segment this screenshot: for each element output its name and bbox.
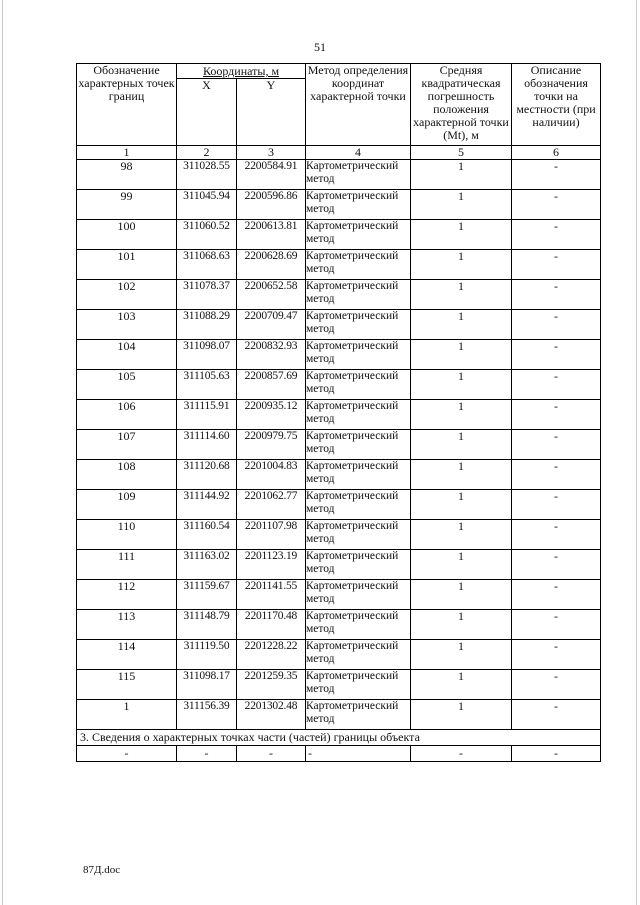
header-x: X [177, 79, 237, 146]
cell-description: - [512, 400, 601, 430]
cell-x: 311045.94 [177, 190, 237, 220]
column-number: 4 [306, 146, 411, 160]
cell-error: 1 [411, 190, 512, 220]
cell-x: 311028.55 [177, 160, 237, 190]
cell-y: 2200584.91 [237, 160, 306, 190]
table-row [77, 640, 601, 670]
table-row [77, 310, 601, 340]
cell-method: Картометрический метод [306, 220, 411, 250]
cell-error: 1 [411, 430, 512, 460]
cell-point: 99 [77, 190, 177, 220]
cell-point: 110 [77, 520, 177, 550]
cell-x: 311060.52 [177, 220, 237, 250]
cell-error: 1 [411, 280, 512, 310]
cell-point: 102 [77, 280, 177, 310]
table-row [77, 490, 601, 520]
cell-x: 311156.39 [177, 700, 237, 730]
cell-y: 2201123.19 [237, 550, 306, 580]
column-number: 5 [411, 146, 512, 160]
cell-point: 107 [77, 430, 177, 460]
table-row [77, 700, 601, 730]
cell-x: 311105.63 [177, 370, 237, 400]
cell-y: 2201107.98 [237, 520, 306, 550]
cell-y: 2200709.47 [237, 310, 306, 340]
cell-description: - [512, 700, 601, 730]
cell-point: 115 [77, 670, 177, 700]
cell-method: Картометрический метод [306, 400, 411, 430]
cell-y: 2201062.77 [237, 490, 306, 520]
cell-description: - [512, 610, 601, 640]
column-number: 3 [237, 146, 306, 160]
cell-error: 1 [411, 370, 512, 400]
dash-cell: - [177, 746, 237, 762]
cell-x: 311078.37 [177, 280, 237, 310]
cell-description: - [512, 160, 601, 190]
table-row [77, 400, 601, 430]
cell-y: 2200832.93 [237, 340, 306, 370]
table-row [77, 250, 601, 280]
cell-method: Картометрический метод [306, 430, 411, 460]
cell-x: 311068.63 [177, 250, 237, 280]
header-method: Метод определения координат характерной точки [306, 64, 411, 146]
table-row [77, 280, 601, 310]
dash-cell: - [77, 746, 177, 762]
cell-x: 311160.54 [177, 520, 237, 550]
cell-method: Картометрический метод [306, 460, 411, 490]
cell-point: 114 [77, 640, 177, 670]
cell-description: - [512, 340, 601, 370]
cell-point: 111 [77, 550, 177, 580]
cell-description: - [512, 220, 601, 250]
cell-error: 1 [411, 160, 512, 190]
cell-point: 108 [77, 460, 177, 490]
cell-point: 104 [77, 340, 177, 370]
cell-method: Картометрический метод [306, 250, 411, 280]
cell-error: 1 [411, 580, 512, 610]
cell-method: Картометрический метод [306, 700, 411, 730]
cell-method: Картометрический метод [306, 610, 411, 640]
cell-y: 2200628.69 [237, 250, 306, 280]
cell-x: 311159.67 [177, 580, 237, 610]
cell-description: - [512, 280, 601, 310]
cell-x: 311163.02 [177, 550, 237, 580]
header-description: Описание обозначения точки на местности (при наличии) [512, 64, 601, 146]
cell-description: - [512, 670, 601, 700]
cell-description: - [512, 310, 601, 340]
cell-error: 1 [411, 700, 512, 730]
cell-point: 98 [77, 160, 177, 190]
cell-point: 105 [77, 370, 177, 400]
cell-x: 311098.17 [177, 670, 237, 700]
cell-point: 113 [77, 610, 177, 640]
cell-y: 2200935.12 [237, 400, 306, 430]
header-point-designation: Обозначение характерных точек границ [77, 64, 177, 146]
section-title-row [77, 730, 601, 746]
column-number: 2 [177, 146, 237, 160]
cell-method: Картометрический метод [306, 190, 411, 220]
column-number: 1 [77, 146, 177, 160]
page-number: 51 [314, 40, 326, 54]
cell-description: - [512, 460, 601, 490]
section-dash-row [77, 746, 601, 762]
cell-error: 1 [411, 250, 512, 280]
cell-y: 2201259.35 [237, 670, 306, 700]
cell-y: 2201302.48 [237, 700, 306, 730]
cell-error: 1 [411, 310, 512, 340]
cell-description: - [512, 640, 601, 670]
table-row [77, 550, 601, 580]
table-row [77, 520, 601, 550]
table-row [77, 190, 601, 220]
cell-point: 1 [77, 700, 177, 730]
section-title: 3. Сведения о характерных точках части (частей) границы объекта [77, 730, 601, 746]
cell-method: Картометрический метод [306, 490, 411, 520]
cell-description: - [512, 370, 601, 400]
scan-edge-right [636, 0, 637, 905]
cell-method: Картометрический метод [306, 280, 411, 310]
footer-filename: 87Д.doc [83, 864, 121, 876]
cell-point: 106 [77, 400, 177, 430]
cell-y: 2201141.55 [237, 580, 306, 610]
cell-point: 109 [77, 490, 177, 520]
cell-error: 1 [411, 220, 512, 250]
table-row [77, 220, 601, 250]
cell-x: 311115.91 [177, 400, 237, 430]
cell-x: 311098.07 [177, 340, 237, 370]
header-y: Y [237, 79, 306, 146]
cell-x: 311114.60 [177, 430, 237, 460]
cell-method: Картометрический метод [306, 580, 411, 610]
cell-point: 100 [77, 220, 177, 250]
cell-error: 1 [411, 340, 512, 370]
table-row [77, 340, 601, 370]
cell-method: Картометрический метод [306, 310, 411, 340]
cell-description: - [512, 520, 601, 550]
cell-error: 1 [411, 460, 512, 490]
cell-method: Картометрический метод [306, 370, 411, 400]
dash-cell: - [411, 746, 512, 762]
cell-description: - [512, 550, 601, 580]
cell-method: Картометрический метод [306, 160, 411, 190]
cell-point: 101 [77, 250, 177, 280]
cell-y: 2201228.22 [237, 640, 306, 670]
cell-y: 2200979.75 [237, 430, 306, 460]
cell-y: 2200613.81 [237, 220, 306, 250]
header-coordinates [177, 64, 306, 79]
header-error: Средняя квадратическая погрешность положения характерной точки (Мt), м [411, 64, 512, 146]
table-header [77, 64, 601, 160]
cell-x: 311120.68 [177, 460, 237, 490]
cell-description: - [512, 430, 601, 460]
column-number: 6 [512, 146, 601, 160]
cell-description: - [512, 580, 601, 610]
section-3 [77, 730, 601, 762]
cell-description: - [512, 250, 601, 280]
table-row [77, 670, 601, 700]
table-row [77, 460, 601, 490]
cell-y: 2201004.83 [237, 460, 306, 490]
cell-y: 2200652.58 [237, 280, 306, 310]
cell-method: Картометрический метод [306, 670, 411, 700]
table-row [77, 580, 601, 610]
cell-description: - [512, 190, 601, 220]
cell-error: 1 [411, 490, 512, 520]
scan-edge-left [2, 0, 3, 905]
cell-error: 1 [411, 400, 512, 430]
cell-x: 311148.79 [177, 610, 237, 640]
cell-point: 112 [77, 580, 177, 610]
header-coordinates-text: Координаты, м [202, 64, 280, 78]
cell-x: 311088.29 [177, 310, 237, 340]
table-row [77, 610, 601, 640]
table-row [77, 160, 601, 190]
cell-error: 1 [411, 610, 512, 640]
cell-point: 103 [77, 310, 177, 340]
cell-error: 1 [411, 640, 512, 670]
table-row [77, 430, 601, 460]
coordinates-table [76, 63, 601, 762]
cell-y: 2201170.48 [237, 610, 306, 640]
cell-method: Картометрический метод [306, 550, 411, 580]
cell-error: 1 [411, 520, 512, 550]
cell-y: 2200596.86 [237, 190, 306, 220]
cell-method: Картометрический метод [306, 640, 411, 670]
cell-description: - [512, 490, 601, 520]
cell-x: 311144.92 [177, 490, 237, 520]
cell-method: Картометрический метод [306, 340, 411, 370]
dash-cell: - [237, 746, 306, 762]
table-body [77, 160, 601, 730]
dash-cell: - [512, 746, 601, 762]
cell-method: Картометрический метод [306, 520, 411, 550]
cell-error: 1 [411, 670, 512, 700]
column-number-row [77, 146, 601, 160]
table-row [77, 370, 601, 400]
cell-x: 311119.50 [177, 640, 237, 670]
cell-error: 1 [411, 550, 512, 580]
dash-cell: - [306, 746, 411, 762]
cell-y: 2200857.69 [237, 370, 306, 400]
